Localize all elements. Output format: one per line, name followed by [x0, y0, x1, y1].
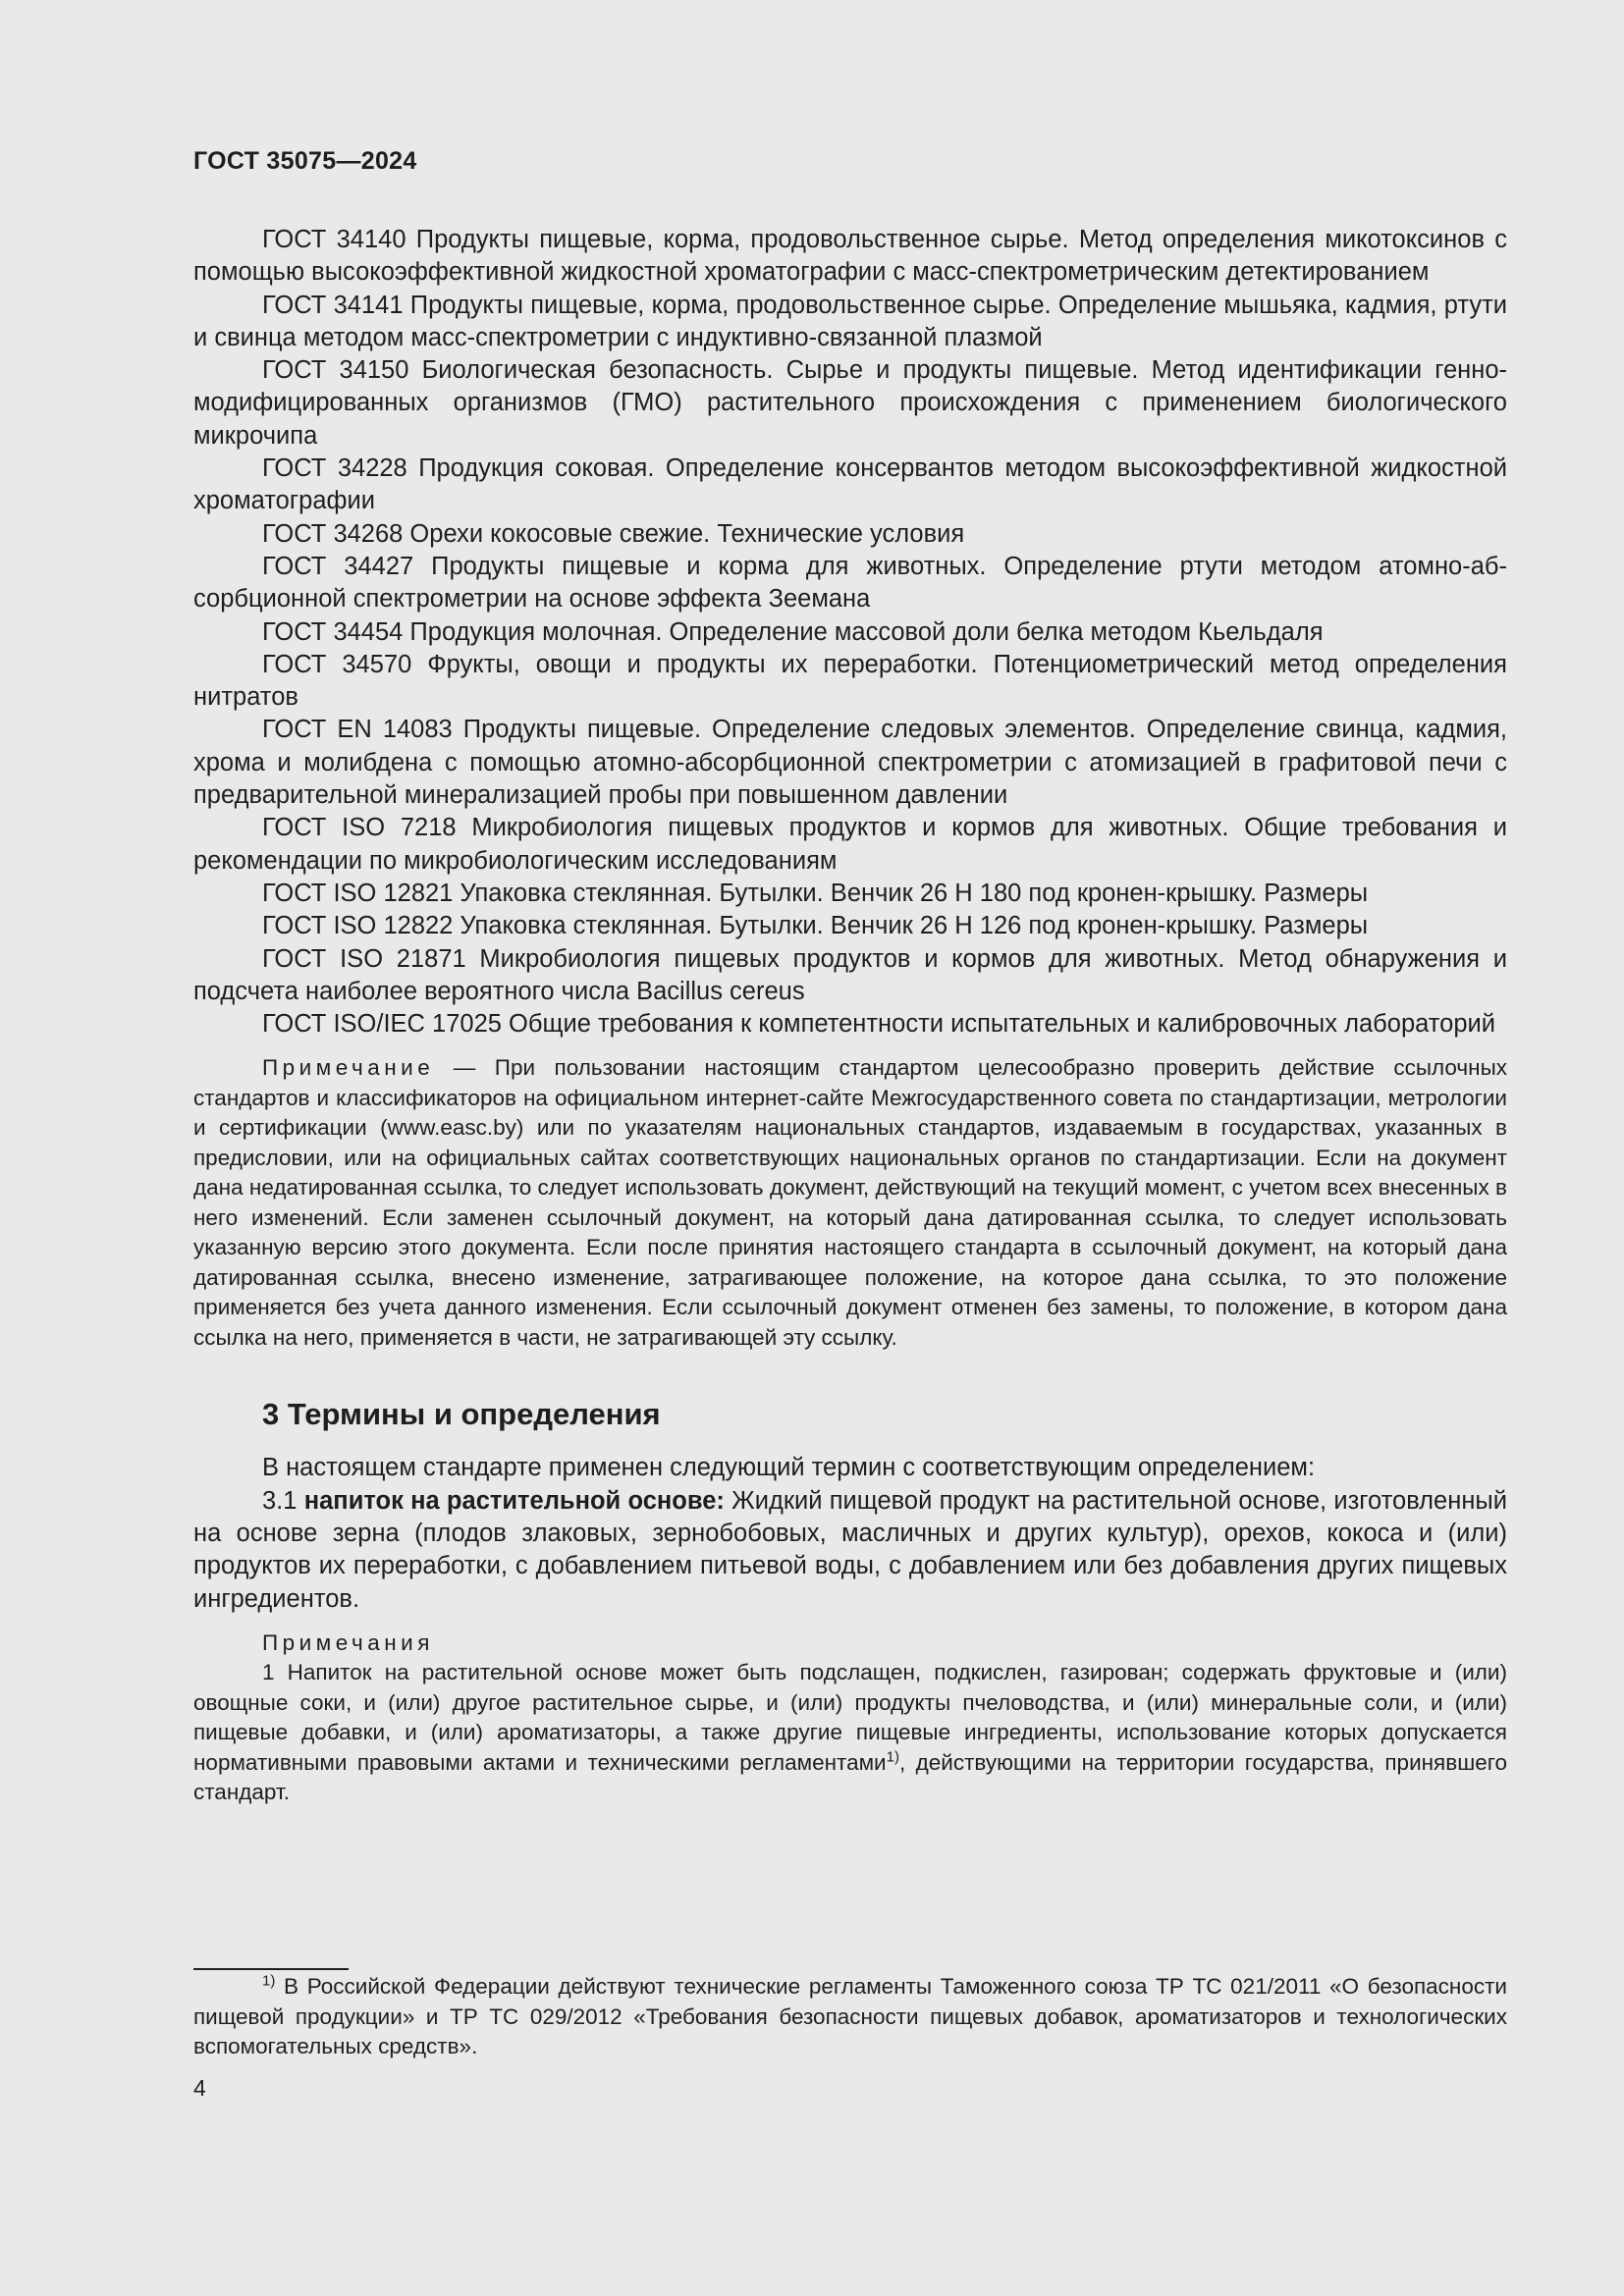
footnote: [193, 1972, 1507, 2062]
reference-item: ГОСТ ISO 12821 Упаковка стеклянная. Бутылки. Венчик 26 Н 180 под кронен-крышку. Размеры: [262, 879, 1369, 907]
reference-item: ГОСТ ISO/IEC 17025 Общие требования к компетентности испытательных и калибровочных лабораторий: [262, 1010, 1495, 1039]
footnote-divider: [193, 1968, 349, 1970]
reference-item: ГОСТ ISO 7218 Микробиология пищевых продуктов и кормов для животных. Общие требования и рекомендации по микробиологическим исследованиям: [193, 814, 1507, 875]
reference-item: ГОСТ 34427 Продукты пищевые и корма для животных. Определение ртути методом атомно-абсорбционной спектрометрии на основе эффекта Зеемана: [193, 552, 1507, 614]
note-label: Примечание: [262, 1055, 435, 1081]
section-title: 3 Термины и определения: [262, 1397, 661, 1432]
reference-item: ГОСТ 34228 Продукция соковая. Определение консервантов методом высокоэффективной жидкостной хроматографии: [193, 454, 1507, 515]
term-name: напиток на растительной основе:: [303, 1486, 725, 1515]
reference-item: ГОСТ 34570 Фрукты, овощи и продукты их переработки. Потенциометрический метод определения нитратов: [193, 650, 1507, 712]
term-note-1: [193, 1658, 1507, 1808]
term-number: 3.1: [262, 1486, 304, 1515]
notes-heading: Примечания: [262, 1629, 434, 1655]
term-text: Жидкий пищевой продукт на растительной основе, изготовленный на основе зерна (плодов злаковых, зернобобовых, масличных и других культур), орехов, кокоса и (или) продуктов их переработки, с добавлением питьевой воды, с добавлением или без добавления других пищевых ингредиентов.: [193, 1486, 1507, 1613]
footnote-marker: 1): [262, 1972, 276, 1990]
section-intro: В настоящем стандарте применен следующий термин с соответствующим определением:: [262, 1454, 1316, 1482]
reference-item: ГОСТ EN 14083 Продукты пищевые. Определение следовых элементов. Определение свинца, кадмия, хрома и молибдена с помощью атомно-абсорбционной спектрометрии с атомизацией в графитовой печи с предварительной минерализацией пробы при повышенном давлении: [193, 716, 1507, 810]
references-note: [193, 1053, 1507, 1353]
note-text: — При пользовании настоящим стандартом целесообразно проверить действие ссылочных стандартов и классификаторов на официальном интернет-сайте Межгосударственного совета по стандартизации, метрологии и сертификации (www.easc.by) или по указателям национальных стандартов, издаваемым в государствах, указанных в предисловии, или на официальных сайтах соответствующих национальных органов по стандартизации. Если на документ дана недатированная ссылка, то следует использовать документ, действующий на текущий момент, с учетом всех внесенных в него изменений. Если заменен ссылочный документ, на который дана датированная ссылка, то следует использовать указанную версию этого документа. Если после принятия настоящего стандарта в ссылочный документ, на который дана датированная ссылка, внесено изменение, затрагивающее положение, на которое дана ссылка, то это положение применяется без учета данного изменения. Если ссылочный документ отменен без замены, то положение, в котором дана ссылка на него, применяется в части, не затрагивающей эту ссылку.: [193, 1055, 1507, 1350]
term-note-1-tail: , действующими на территории государства, принявшего стандарт.: [193, 1749, 1507, 1805]
footnote-reference: 1): [886, 1748, 899, 1766]
footnote-text: В Российской Федерации действуют технические регламенты Таможенного союза ТР ТС 021/2011 «О безопасности пищевой продукции» и ТР ТС 029/2012 «Требования безопасности пищевых добавок, ароматизаторов и технологических вспомогательных средств».: [193, 1974, 1507, 2058]
reference-item: ГОСТ 34140 Продукты пищевые, корма, продовольственное сырье. Метод определения микотоксинов с помощью высокоэффективной жидкостной хроматографии с масс-спектрометрическим детектированием: [193, 226, 1507, 287]
page-content: [193, 224, 1507, 1808]
reference-item: ГОСТ ISO 12822 Упаковка стеклянная. Бутылки. Венчик 26 Н 126 под кронен-крышку. Размеры: [262, 912, 1369, 940]
reference-item: ГОСТ 34141 Продукты пищевые, корма, продовольственное сырье. Определение мышьяка, кадмия, ртути и свинца методом масс-спектрометрии с индуктивно-связанной плазмой: [193, 291, 1507, 351]
references-list: [193, 224, 1507, 1041]
reference-item: ГОСТ 34454 Продукция молочная. Определение массовой доли белка методом Кьельдаля: [262, 617, 1324, 646]
reference-item: ГОСТ 34268 Орехи кокосовые свежие. Технические условия: [262, 519, 965, 548]
page-header: ГОСТ 35075—2024: [193, 147, 417, 175]
reference-item: ГОСТ 34150 Биологическая безопасность. Сырье и продукты пищевые. Метод идентификации генно-модифицированных организмов (ГМО) растительного происхождения с применением биологического микрочипа: [193, 356, 1507, 450]
term-note-1-text: 1 Напиток на растительной основе может быть подслащен, подкислен, газирован; содержать фруктовые и (или) овощные соки, и (или) другое растительное сырье, и (или) продукты пчеловодства, и (или) минеральные соли, и (или) пищевые добавки, и (или) ароматизаторы, а также другие пищевые ингредиенты, использование которых допускается нормативными правовыми актами и техническими регламентами: [193, 1660, 1507, 1775]
page-number: 4: [193, 2075, 206, 2101]
reference-item: ГОСТ ISO 21871 Микробиология пищевых продуктов и кормов для животных. Метод обнаружения и подсчета наиболее вероятного числа Bacillus cereus: [193, 944, 1507, 1005]
term-definition: [193, 1485, 1507, 1616]
